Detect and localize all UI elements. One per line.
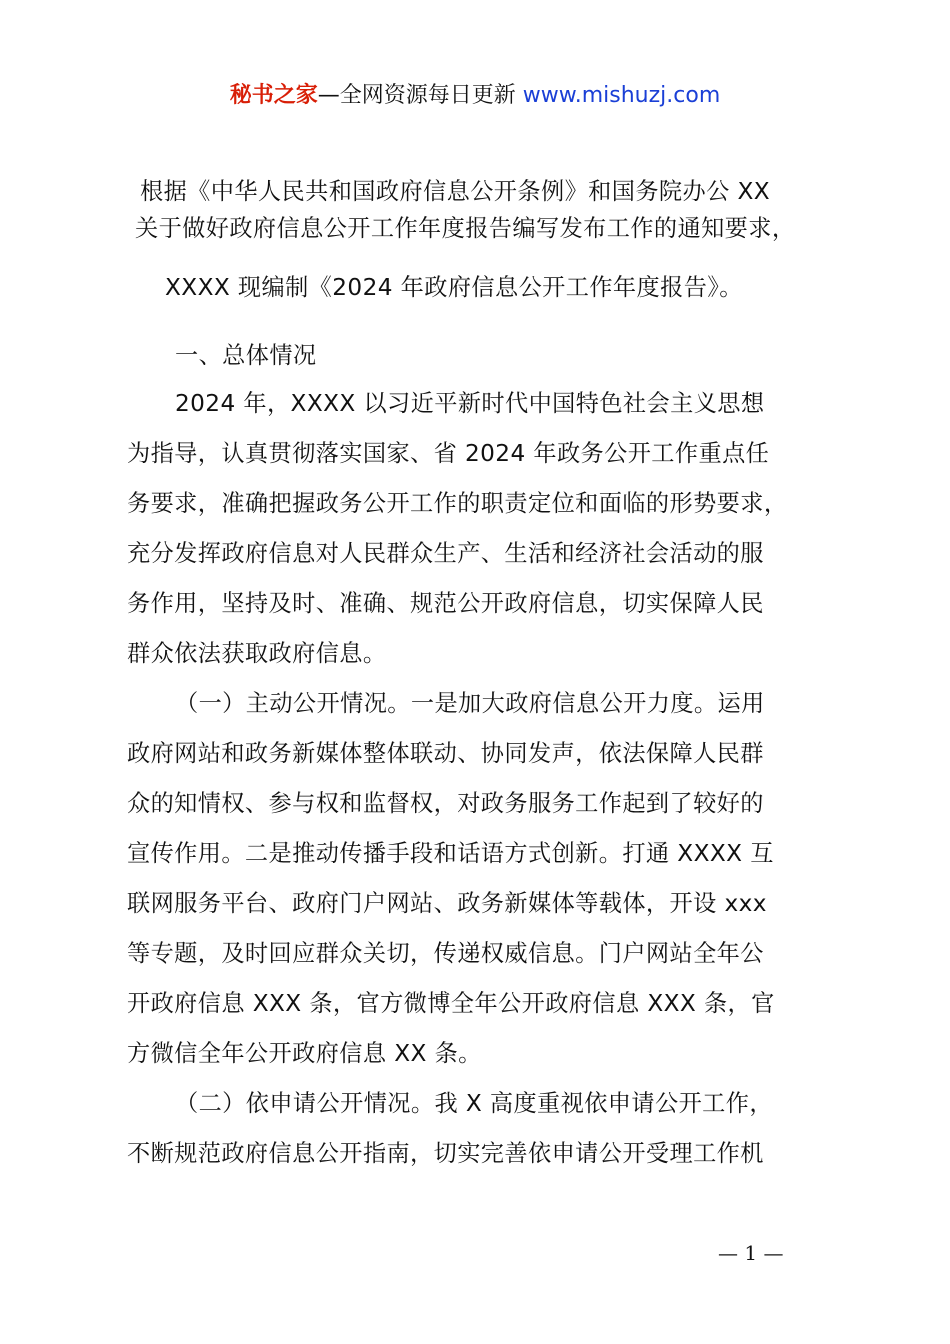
body-line-20: 不断规范政府信息公开指南，切实完善依申请公开受理工作机 <box>127 1140 764 1167</box>
body-line-16: 等专题，及时回应群众关切，传递权威信息。门户网站全年公 <box>127 940 764 967</box>
site-url-link[interactable]: www.mishuzj.com <box>522 83 721 108</box>
body-line-11: （一）主动公开情况。一是加大政府信息公开力度。运用 <box>175 690 765 717</box>
body-line-10: 群众依法获取政府信息。 <box>127 640 387 667</box>
body-line-5: 2024 年，XXXX 以习近平新时代中国特色社会主义思想 <box>175 390 765 417</box>
body-line-13: 众的知情权、参与权和监督权，对政务服务工作起到了较好的 <box>127 790 764 817</box>
body-line-14: 宣传作用。二是推动传播手段和话语方式创新。打通 XXXX 互 <box>127 840 774 867</box>
body-line-7: 务要求，准确把握政务公开工作的职责定位和面临的形势要求， <box>127 490 788 517</box>
body-line-6: 为指导，认真贯彻落实国家、省 2024 年政务公开工作重点任 <box>127 440 770 467</box>
body-line-12: 政府网站和政务新媒体整体联动、协同发声，依法保障人民群 <box>127 740 764 767</box>
body-line-1: 根据《中华人民共和国政府信息公开条例》和国务院办公 XX <box>140 178 771 205</box>
body-line-2: 关于做好政府信息公开工作年度报告编写发布工作的通知要求， <box>135 215 796 242</box>
body-line-15: 联网服务平台、政府门户网站、政务新媒体等载体，开设 xxx <box>127 890 767 917</box>
brand-name: 秘书之家 <box>229 83 318 108</box>
section-heading-overview: 一、总体情况 <box>175 342 317 369</box>
site-banner <box>0 78 950 114</box>
body-line-9: 务作用，坚持及时、准确、规范公开政府信息，切实保障人民 <box>127 590 764 617</box>
body-line-18: 方微信全年公开政府信息 XX 条。 <box>127 1040 482 1067</box>
body-line-19: （二）依申请公开情况。我 X 高度重视依申请公开工作， <box>175 1090 773 1117</box>
body-line-17: 开政府信息 XXX 条，官方微博全年公开政府信息 XXX 条，官 <box>127 990 775 1017</box>
body-line-8: 充分发挥政府信息对人民群众生产、生活和经济社会活动的服 <box>127 540 764 567</box>
banner-slogan: —全网资源每日更新 <box>317 83 523 108</box>
body-line-3: XXXX 现编制《2024 年政府信息公开工作年度报告》。 <box>165 274 743 301</box>
page-number: — 1 — <box>718 1241 784 1265</box>
